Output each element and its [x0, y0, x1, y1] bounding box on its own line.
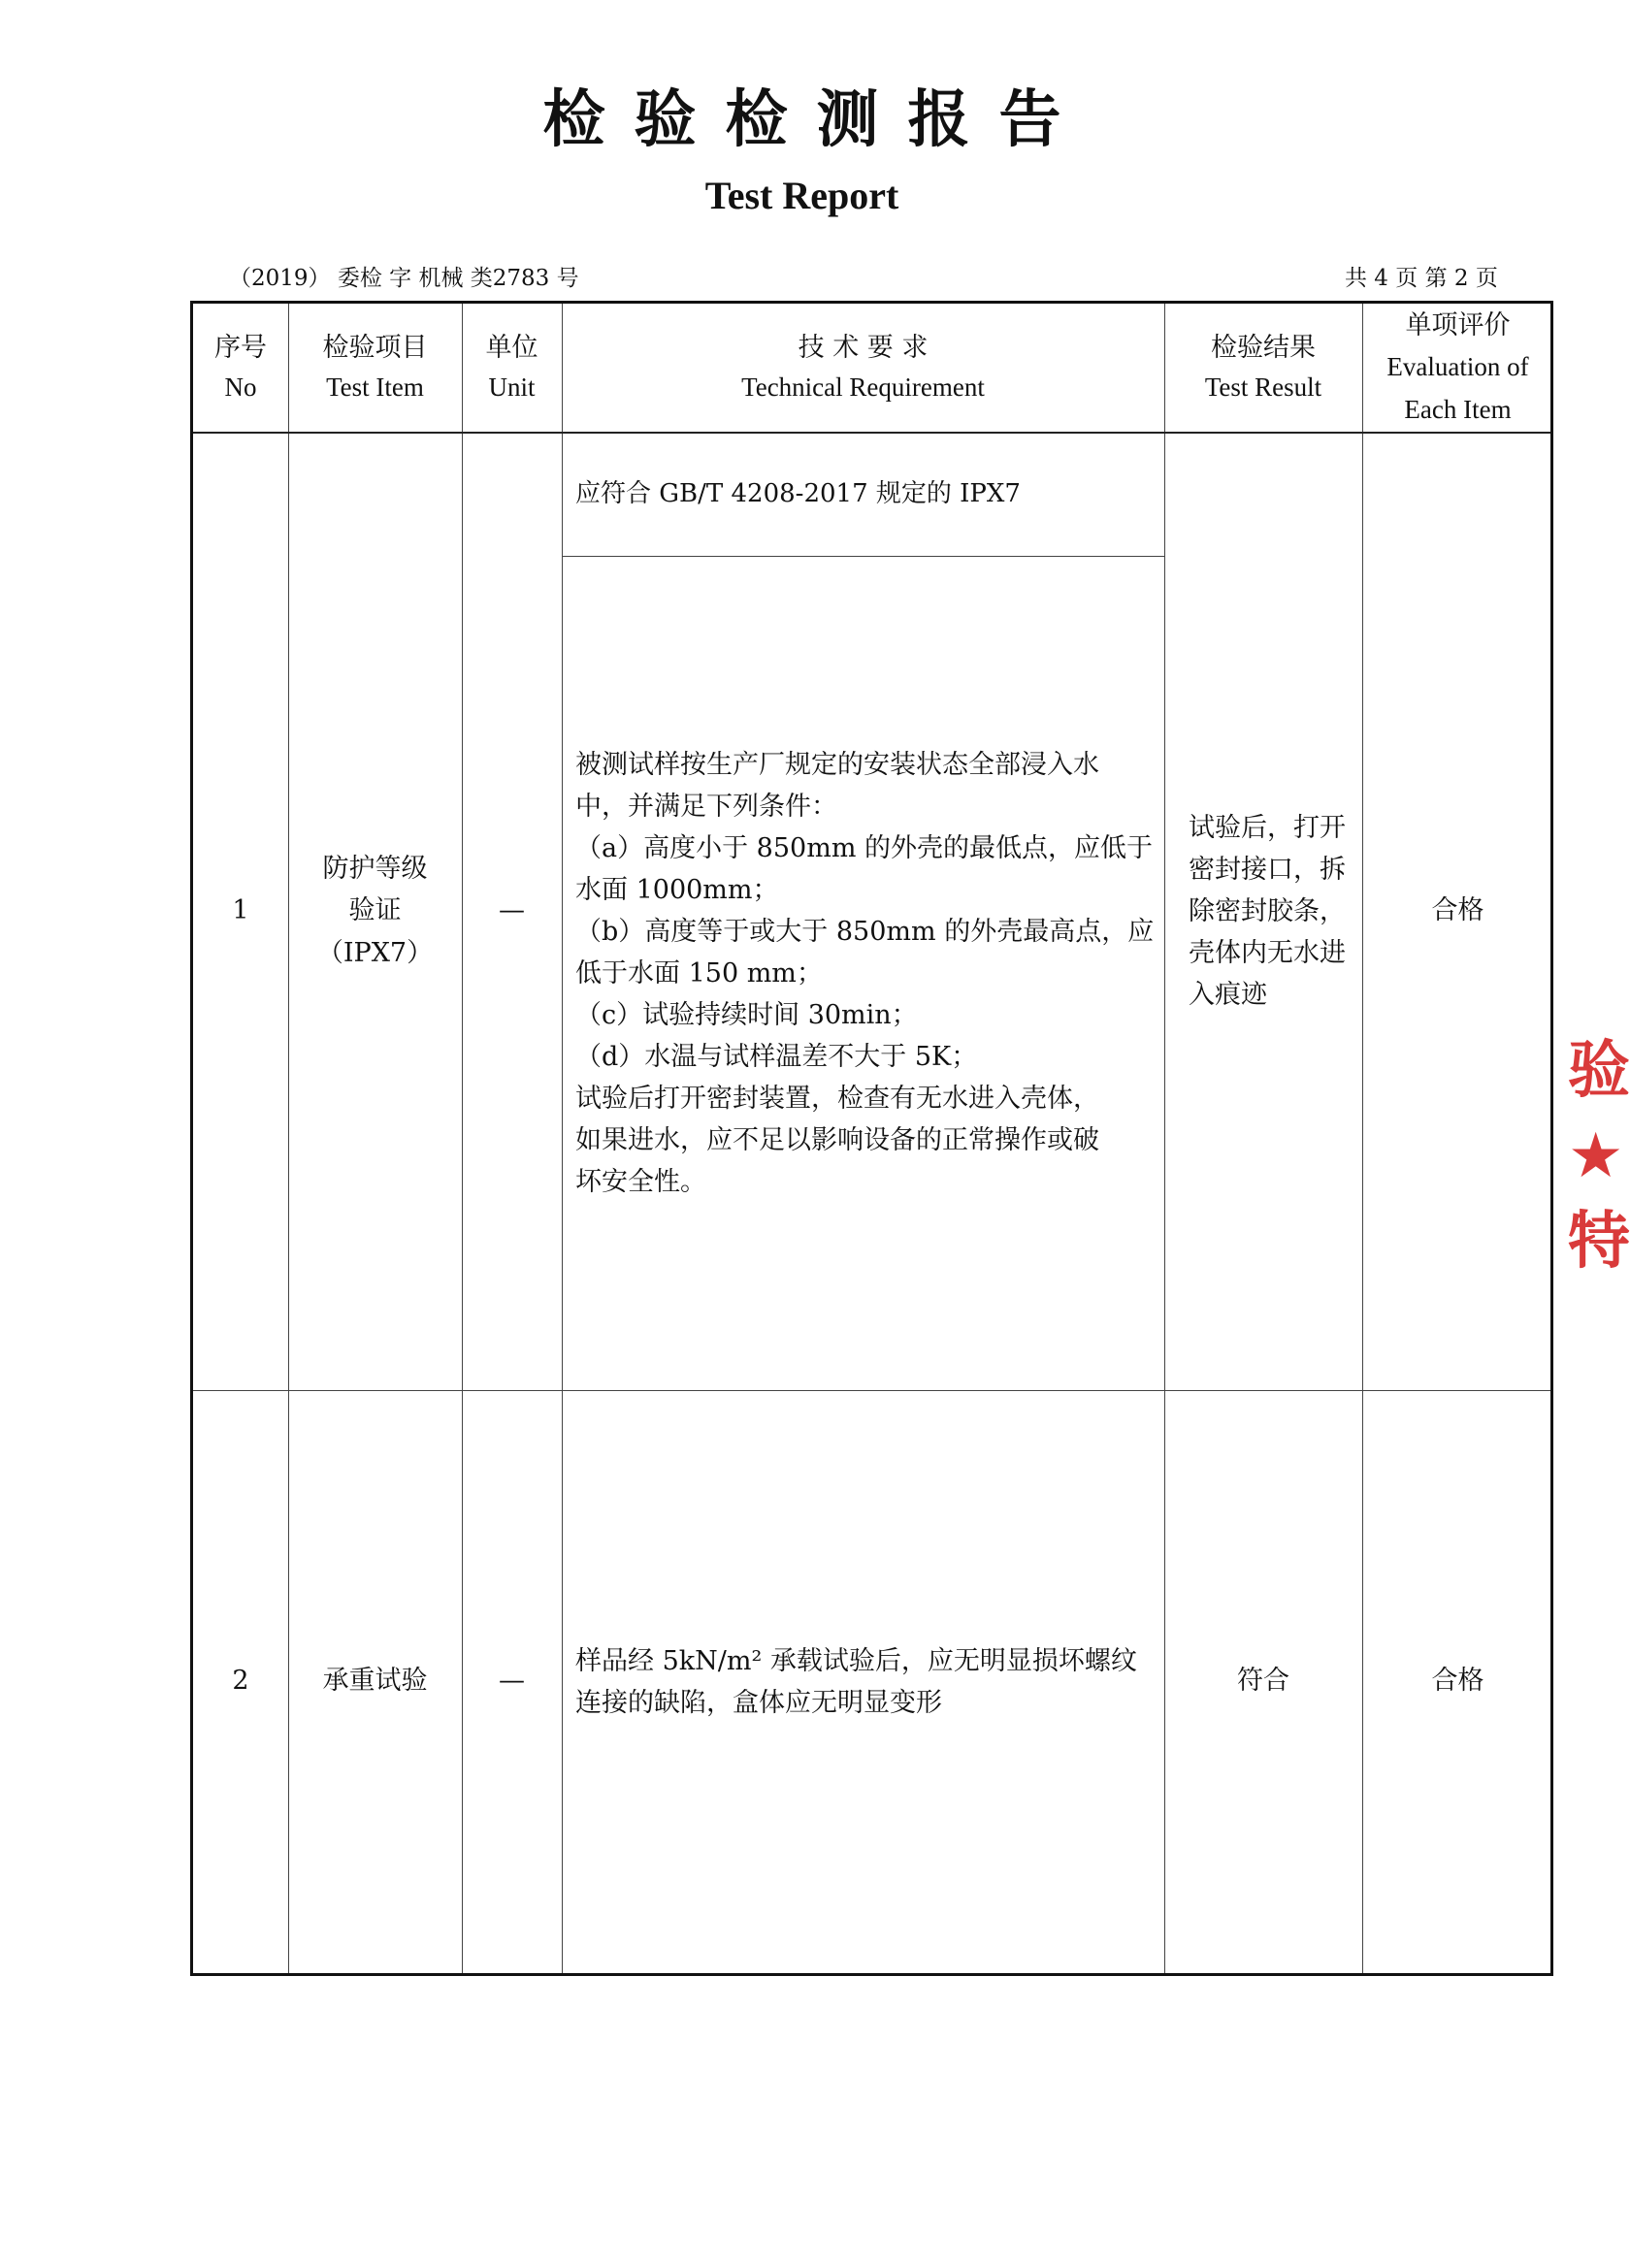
row2-evaluation-text: 合格 — [1431, 1666, 1484, 1697]
row1-test-item — [288, 432, 462, 1390]
requirement-line: （c）试验持续时间 30min； — [575, 999, 918, 1030]
requirement-line: 被测试样按生产厂规定的安装状态全部浸入水 — [575, 749, 1099, 780]
row1-result-text — [1189, 807, 1346, 1016]
row2-requirement — [575, 1390, 1159, 1973]
header-cell-unit — [462, 304, 562, 432]
requirement-line: 水面 1000mm； — [575, 874, 779, 905]
row1-evaluation — [1362, 432, 1553, 1390]
col-divider — [562, 304, 563, 1973]
header-cell-test-item — [288, 304, 462, 432]
result-line: 试验后，打开 — [1189, 812, 1346, 843]
row1-item-line2: 验证 — [348, 895, 402, 926]
header-no-en: No — [224, 373, 257, 402]
requirement-line: 中，并满足下列条件： — [575, 791, 837, 822]
result-line: 密封接口，拆 — [1189, 854, 1346, 885]
header-result-cn: 检验结果 — [1211, 332, 1316, 363]
requirement-line: 坏安全性。 — [575, 1166, 706, 1197]
report-table — [190, 301, 1553, 1976]
page-indicator: 共 4 页 第 2 页 — [1345, 266, 1498, 291]
row2-unit-text: — — [499, 1666, 525, 1697]
row1-unit — [462, 432, 562, 1390]
header-unit-en: Unit — [488, 373, 536, 402]
row1-requirement-top — [575, 432, 1157, 556]
seal-glyph: 特 — [1568, 1206, 1630, 1278]
row2-no-text: 2 — [232, 1666, 249, 1697]
report-title-en: Test Report — [704, 174, 899, 217]
row1-requirement-top-text: 应符合 GB/T 4208-2017 规定的 IPX7 — [575, 478, 1021, 508]
requirement-line: 样品经 5kN/m² 承载试验后，应无明显损坏螺纹 — [575, 1645, 1137, 1676]
header-cell-evaluation — [1362, 304, 1553, 432]
requirement-line: 连接的缺陷，盒体应无明显变形 — [575, 1687, 942, 1718]
requirement-line: 试验后打开密封装置，检查有无水进入壳体， — [575, 1083, 1099, 1114]
header-cell-no — [193, 304, 288, 432]
row2-item-text: 承重试验 — [322, 1666, 428, 1697]
row2-evaluation — [1362, 1390, 1553, 1973]
header-requirement-cn: 技 术 要 求 — [798, 332, 929, 363]
report-reference-number: （2019） 委检 字 机械 类2783 号 — [229, 266, 579, 291]
row1-no-text: 1 — [232, 894, 249, 925]
row2-no — [193, 1390, 288, 1973]
header-evaluation-en-line1: Evaluation of — [1386, 352, 1529, 382]
header-evaluation-en-line2: Each Item — [1404, 394, 1512, 424]
requirement-line: （a）高度小于 850mm 的外壳的最低点，应低于 — [575, 832, 1154, 863]
header-requirement-en: Technical Requirement — [741, 373, 985, 402]
requirement-line: 低于水面 150 mm； — [575, 957, 823, 988]
row2-test-result — [1164, 1390, 1362, 1973]
row1-requirement-text — [575, 744, 1154, 1203]
header-cell-technical-requirement — [562, 304, 1164, 432]
result-line: 入痕迹 — [1189, 979, 1267, 1010]
red-seal-stamp — [1568, 1028, 1630, 1339]
header-no-cn: 序号 — [214, 332, 267, 363]
header-unit-cn: 单位 — [485, 332, 538, 363]
row2-result-text: 符合 — [1237, 1666, 1289, 1697]
row1-requirement-conditions — [575, 556, 1159, 1390]
row1-item-line1: 防护等级 — [322, 854, 428, 885]
row2-test-item — [288, 1390, 462, 1973]
row1-item-line3: （IPX7） — [316, 937, 434, 968]
row2-requirement-text — [575, 1640, 1137, 1724]
header-test-item-en: Test Item — [326, 373, 424, 402]
header-test-item-cn: 检验项目 — [322, 332, 428, 363]
seal-star-icon: ★ — [1568, 1120, 1624, 1192]
row1-evaluation-text: 合格 — [1431, 894, 1484, 925]
requirement-line: （b）高度等于或大于 850mm 的外壳最高点，应 — [575, 916, 1155, 947]
row2-unit — [462, 1390, 562, 1973]
requirement-line: 如果进水，应不足以影响设备的正常操作或破 — [575, 1124, 1099, 1155]
row1-unit-text: — — [499, 894, 525, 925]
result-line: 除密封胶条， — [1189, 895, 1346, 926]
requirement-line: （d）水温与试样温差不大于 5K； — [575, 1041, 978, 1072]
report-title-cn: 检验检测报告 — [542, 84, 1091, 156]
row1-no — [193, 432, 288, 1390]
header-evaluation-cn: 单项评价 — [1405, 310, 1511, 341]
header-cell-test-result — [1164, 304, 1362, 432]
result-line: 壳体内无水进 — [1189, 937, 1346, 968]
seal-glyph: 验 — [1568, 1035, 1630, 1107]
row1-test-result — [1175, 432, 1359, 1390]
header-result-en: Test Result — [1204, 373, 1322, 402]
